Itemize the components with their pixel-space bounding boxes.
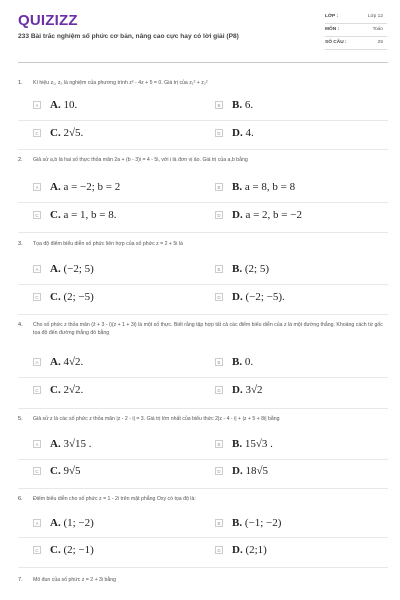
option-box[interactable]: D: [215, 546, 223, 554]
meta-row-subject: [325, 24, 387, 37]
option-text: B. 15√3 .: [232, 438, 273, 450]
option-box[interactable]: C: [33, 386, 41, 394]
option-text: D. 3√2: [232, 384, 263, 396]
option-box[interactable]: A: [33, 183, 41, 191]
question-divider: [18, 149, 388, 150]
option-box[interactable]: B: [215, 519, 223, 527]
question-divider: [18, 567, 388, 568]
question-text: Tọa độ điểm biểu diễn số phức liên hợp của số phức z = 2 + 5i là: [33, 241, 183, 247]
question-divider: [18, 488, 388, 489]
question-divider: [18, 408, 388, 409]
option-box[interactable]: A: [33, 440, 41, 448]
option-box[interactable]: B: [215, 440, 223, 448]
question-divider: [18, 314, 388, 315]
option-text: A. 4√2.: [50, 356, 84, 368]
option-text: C. (2; −5): [50, 291, 94, 303]
meta-key: LỚP :: [325, 14, 339, 19]
question-number: 5.: [18, 416, 23, 422]
option-box[interactable]: B: [215, 101, 223, 109]
option-divider: [18, 284, 388, 285]
option-text: B. 0.: [232, 356, 254, 368]
question-4: [0, 322, 400, 402]
option-box[interactable]: A: [33, 358, 41, 366]
question-text: Kí hiệu z₁, z₂ là nghiệm của phương trình z² - 4z + 5 = 0. Giá trị của z₁² + z₂²: [33, 80, 208, 86]
meta-row-class: [325, 11, 387, 24]
option-text: A. (−2; 5): [50, 263, 94, 275]
option-box[interactable]: A: [33, 101, 41, 109]
question-number: 7.: [18, 577, 23, 583]
question-text: Cho số phức z thỏa mãn (z̄ + 3 - i)(z + 1 + 3i) là một số thực. Biết rằng tập hợp tất cả các điểm biểu diễn của z là một đường thẳng. Khoảng cách từ gốc tọa độ đến đường thẳng đó bằng: [33, 322, 383, 336]
option-box[interactable]: C: [33, 467, 41, 475]
question-1: [0, 80, 400, 150]
question-7: [0, 577, 400, 591]
question-text: Mô đun của số phức z = 2 + 3i bằng: [33, 577, 117, 583]
option-box[interactable]: B: [215, 265, 223, 273]
option-box[interactable]: D: [215, 386, 223, 394]
option-box[interactable]: D: [215, 211, 223, 219]
meta-key: SỐ CÂU :: [325, 40, 347, 45]
option-box[interactable]: C: [33, 129, 41, 137]
option-text: B. a = 8, b = 8: [232, 181, 296, 193]
question-divider: [18, 232, 388, 233]
question-5: [0, 416, 400, 486]
option-text: B. (−1; −2): [232, 517, 282, 529]
option-box[interactable]: A: [33, 265, 41, 273]
quizizz-logo: QUIZIZZ: [18, 12, 78, 29]
option-text: B. (2; 5): [232, 263, 269, 275]
option-box[interactable]: A: [33, 519, 41, 527]
option-divider: [18, 459, 388, 460]
meta-value: Toán: [372, 27, 383, 32]
question-number: 4.: [18, 322, 23, 328]
option-box[interactable]: C: [33, 211, 41, 219]
question-text: Điểm biểu diễn cho số phức z = 1 - 2i trên mặt phẳng Oxy có tọa độ là:: [33, 496, 196, 502]
meta-table: [325, 11, 387, 50]
question-number: 2.: [18, 157, 23, 163]
option-box[interactable]: C: [33, 293, 41, 301]
option-text: C. a = 1, b = 8.: [50, 209, 117, 221]
option-box[interactable]: C: [33, 546, 41, 554]
option-text: C. (2; −1): [50, 544, 94, 556]
option-text: A. (1; −2): [50, 517, 94, 529]
option-text: D. 18√5: [232, 465, 268, 477]
option-divider: [18, 202, 388, 203]
option-text: D. 4.: [232, 127, 254, 139]
header-divider: [18, 62, 388, 63]
option-box[interactable]: D: [215, 129, 223, 137]
question-number: 6.: [18, 496, 23, 502]
document-title: 233 Bài trắc nghiệm số phức cơ bản, nâng cao cực hay có lời giải (P8): [18, 33, 239, 40]
option-box[interactable]: B: [215, 183, 223, 191]
option-text: D. a = 2, b = −2: [232, 209, 302, 221]
page-header: [0, 0, 400, 62]
question-text: Giả sử a,b là hai số thực thỏa mãn 2a + (b - 3)i = 4 - 5i, với i là đơn vị ảo. Giá trị của a,b bằng: [33, 157, 248, 163]
option-text: C. 2√2.: [50, 384, 84, 396]
question-number: 3.: [18, 241, 23, 247]
question-3: [0, 241, 400, 311]
option-text: A. a = −2; b = 2: [50, 181, 121, 193]
option-text: D. (2;1): [232, 544, 267, 556]
option-divider: [18, 120, 388, 121]
option-divider: [18, 537, 388, 538]
question-6: [0, 496, 400, 566]
meta-row-count: [325, 37, 387, 50]
question-text: Giả sử z là các số phức z thỏa mãn |z - 2 - i| = 3. Giá trị lớn nhất của biểu thức 2|z - 4 - i| + |z + 5 + 8i| bằng: [33, 416, 280, 422]
option-text: A. 3√15 .: [50, 438, 92, 450]
option-text: C. 2√5.: [50, 127, 84, 139]
question-number: 1.: [18, 80, 23, 86]
meta-key: MÔN :: [325, 27, 340, 32]
option-divider: [18, 377, 388, 378]
option-text: A. 10.: [50, 99, 78, 111]
meta-value: 25: [377, 40, 383, 45]
option-box[interactable]: D: [215, 467, 223, 475]
meta-value: Lớp 12: [367, 14, 383, 19]
option-text: D. (−2; −5).: [232, 291, 285, 303]
option-box[interactable]: B: [215, 358, 223, 366]
option-text: C. 9√5: [50, 465, 81, 477]
question-2: [0, 157, 400, 227]
option-box[interactable]: D: [215, 293, 223, 301]
option-text: B. 6.: [232, 99, 254, 111]
